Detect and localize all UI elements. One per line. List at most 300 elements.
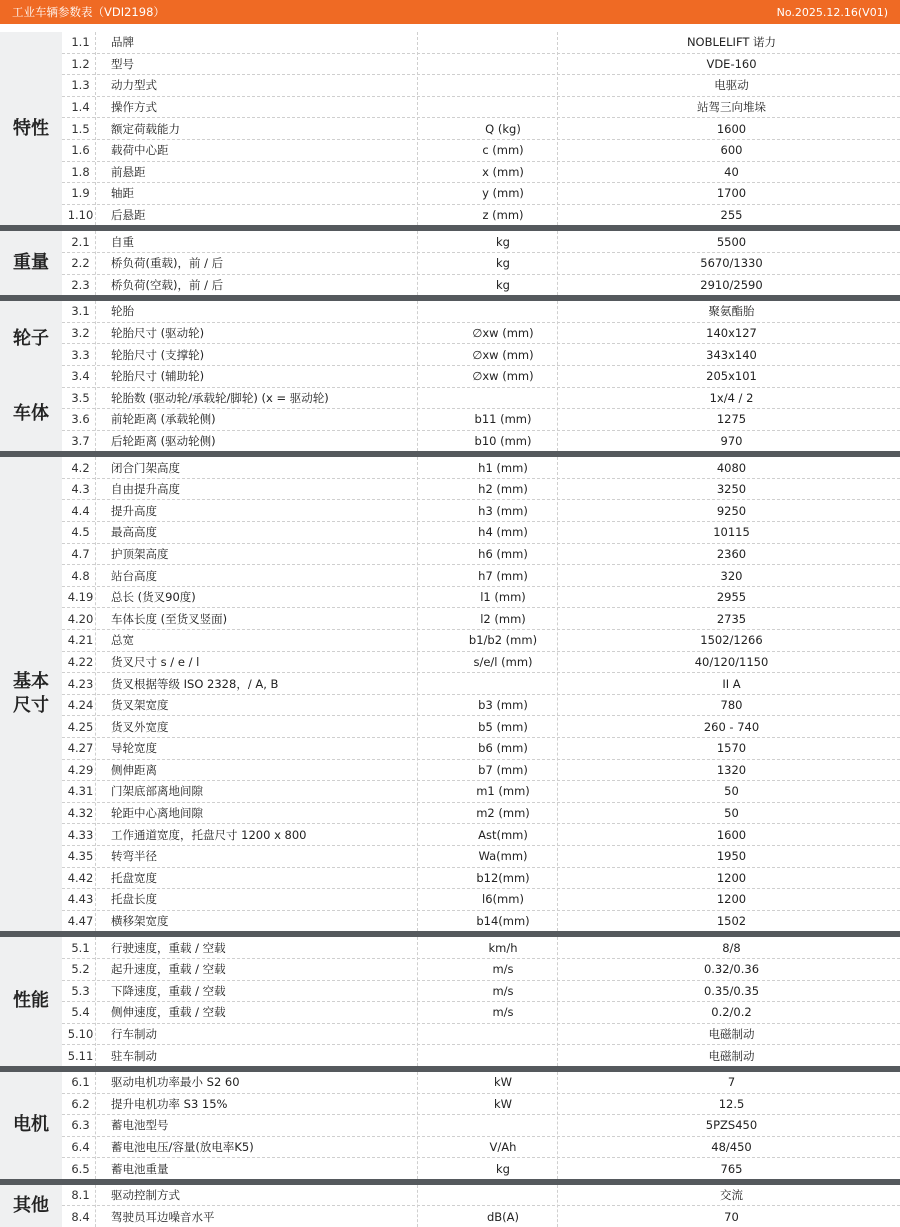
column-divider [417,301,418,451]
row-number: 6.5 [71,1161,90,1176]
row-value: 10115 [713,525,750,540]
row-value: 1502 [716,914,747,929]
table-row [62,695,900,717]
row-number: 1.3 [71,78,90,93]
table-row [62,301,900,323]
row-name: 蓄电池重量 [111,1161,169,1176]
table-row [62,1185,900,1207]
row-unit: m/s [492,1005,514,1020]
row-unit: dB(A) [486,1209,520,1224]
row-name: 桥负荷(重载)，前 / 后 [111,256,224,271]
row-value: 1700 [716,186,747,201]
row-value: 5500 [716,234,747,249]
row-unit: h6 (mm) [478,546,528,561]
row-name: 轮胎尺寸 (驱动轮) [111,326,205,341]
row-unit: V/Ah [489,1139,517,1154]
row-value: 40 [724,164,739,179]
row-value: 1950 [716,849,747,864]
row-number: 2.2 [71,256,90,271]
column-divider [557,937,558,1066]
table-row [62,205,900,226]
table-row [62,738,900,760]
table-row [62,673,900,695]
row-name: 横移架宽度 [111,914,169,929]
row-value: 7 [727,1075,736,1090]
row-unit: h4 (mm) [478,525,528,540]
row-name: 起升速度，重载 / 空载 [111,962,226,977]
row-name: 后轮距离 (驱动轮侧) [111,433,216,448]
row-name: 车体长度 (至货叉竖面) [111,611,228,626]
spec-section [0,301,900,457]
row-number: 1.5 [71,121,90,136]
row-number: 3.3 [71,347,90,362]
table-row [62,97,900,119]
document-code: No.2025.12.16(V01) [776,5,888,19]
row-value: 0.35/0.35 [703,983,760,998]
spec-table [0,32,900,1227]
row-value: 40/120/1150 [694,654,769,669]
row-name: 提升电机功率 S3 15% [111,1096,228,1111]
section-title-line: 其他 [13,1194,49,1216]
row-value: 1275 [716,412,747,427]
row-value: 1600 [716,827,747,842]
row-value: 1502/1266 [700,633,763,648]
row-name: 行驶速度，重载 / 空载 [111,940,226,955]
row-unit: ∅xw (mm) [472,347,534,362]
row-value: 电磁制动 [708,1027,755,1042]
row-value: 4080 [716,460,747,475]
row-number: 2.1 [71,234,90,249]
table-row [62,253,900,275]
row-unit: kg [496,1161,510,1176]
row-unit: y (mm) [482,186,524,201]
row-unit: b3 (mm) [478,698,528,713]
row-number: 4.31 [67,784,94,799]
column-divider [557,231,558,295]
row-name: 行车制动 [111,1027,157,1042]
column-divider [557,1185,558,1227]
table-row [62,1206,900,1227]
table-row [62,889,900,911]
row-value: 255 [720,208,743,223]
row-number: 1.9 [71,186,90,201]
row-name: 轮胎尺寸 (支撑轮) [111,347,205,362]
row-value: 1x/4 / 2 [709,390,754,405]
sheet-title: 工业车辆参数表（VDI2198） [12,5,165,19]
row-unit: c (mm) [482,143,524,158]
row-number: 5.2 [71,962,90,977]
table-row [62,479,900,501]
row-name: 驾驶员耳边噪音水平 [111,1209,215,1224]
row-unit: kW [493,1075,513,1090]
row-value: 50 [724,784,739,799]
table-row [62,652,900,674]
row-value: 交流 [720,1188,743,1203]
table-row [62,1002,900,1024]
table-row [62,54,900,76]
column-divider [95,1185,96,1227]
row-unit: z (mm) [482,208,524,223]
row-name: 桥负荷(空载)，前 / 后 [111,277,224,292]
row-number: 5.1 [71,940,90,955]
table-row [62,846,900,868]
column-divider [95,937,96,1066]
row-number: 1.6 [71,143,90,158]
row-number: 3.4 [71,369,90,384]
row-unit: m2 (mm) [476,806,530,821]
row-number: 1.2 [71,56,90,71]
row-value: 1320 [716,762,747,777]
row-name: 额定荷载能力 [111,121,180,136]
row-value: 12.5 [718,1096,745,1111]
table-row [62,544,900,566]
row-value: II A [722,676,741,691]
row-unit: h7 (mm) [478,568,528,583]
table-row [62,630,900,652]
row-value: 260 - 740 [703,719,760,734]
row-unit: h1 (mm) [478,460,528,475]
column-divider [557,301,558,451]
row-number: 5.11 [67,1048,94,1063]
row-unit: b12(mm) [476,870,530,885]
row-name: 总长 (货叉90度) [111,590,196,605]
row-unit: l1 (mm) [480,590,526,605]
row-unit: m1 (mm) [476,784,530,799]
section-title [0,457,62,931]
row-unit: kg [496,277,510,292]
row-number: 4.27 [67,741,94,756]
section-title [0,231,62,295]
row-unit: b5 (mm) [478,719,528,734]
row-name: 导轮宽度 [111,741,157,756]
row-name: 品牌 [111,35,134,50]
section-title-line: 车体 [13,402,49,424]
row-number: 6.3 [71,1118,90,1133]
row-name: 动力型式 [111,78,157,93]
row-name: 货叉尺寸 s / e / l [111,654,200,669]
column-divider [557,457,558,931]
table-row [62,388,900,410]
row-number: 4.23 [67,676,94,691]
row-name: 轴距 [111,186,134,201]
row-name: 轮距中心离地间隙 [111,806,203,821]
row-value: 8/8 [722,940,741,955]
table-row [62,1115,900,1137]
column-divider [557,32,558,225]
row-number: 3.7 [71,433,90,448]
table-row [62,75,900,97]
table-row [62,522,900,544]
row-name: 货叉根据等级 ISO 2328，/ A, B [111,676,279,691]
row-number: 4.42 [67,870,94,885]
row-unit: b7 (mm) [478,762,528,777]
header-bar [0,0,900,24]
row-value: 765 [720,1161,743,1176]
table-row [62,565,900,587]
table-row [62,1094,900,1116]
table-row [62,824,900,846]
row-name: 蓄电池型号 [111,1118,169,1133]
spec-section [0,1185,900,1227]
row-name: 侧伸速度，重载 / 空载 [111,1005,226,1020]
spec-section [0,1072,900,1185]
row-value: 2360 [716,546,747,561]
row-number: 3.5 [71,390,90,405]
table-row [62,500,900,522]
column-divider [95,231,96,295]
table-row [62,803,900,825]
row-number: 4.29 [67,762,94,777]
row-number: 4.5 [71,525,90,540]
row-number: 1.4 [71,100,90,115]
row-value: 电驱动 [714,78,749,93]
row-unit: h2 (mm) [478,482,528,497]
column-divider [95,457,96,931]
section-title [0,1185,62,1227]
row-name: 闭合门架高度 [111,460,180,475]
table-row [62,587,900,609]
row-number: 4.32 [67,806,94,821]
section-title-line: 电机 [13,1114,49,1136]
table-row [62,937,900,959]
row-name: 自重 [111,234,134,249]
row-value: 0.32/0.36 [703,962,760,977]
row-value: VDE-160 [706,56,757,71]
row-name: 货叉架宽度 [111,698,169,713]
row-unit: ∅xw (mm) [472,369,534,384]
table-row [62,162,900,184]
row-name: 自由提升高度 [111,482,180,497]
section-title-line: 轮子 [13,327,49,349]
row-unit: ∅xw (mm) [472,326,534,341]
row-number: 2.3 [71,277,90,292]
row-unit: Wa(mm) [478,849,528,864]
row-value: 970 [720,433,743,448]
row-number: 4.8 [71,568,90,583]
table-row [62,183,900,205]
row-unit: l2 (mm) [480,611,526,626]
column-divider [95,301,96,451]
row-number: 4.43 [67,892,94,907]
row-number: 4.3 [71,482,90,497]
row-name: 侧伸距离 [111,762,157,777]
table-row [62,981,900,1003]
spec-section [0,32,900,231]
row-name: 轮胎尺寸 (辅助轮) [111,369,205,384]
row-name: 工作通道宽度，托盘尺寸 1200 x 800 [111,827,307,842]
row-unit: b6 (mm) [478,741,528,756]
row-number: 4.24 [67,698,94,713]
row-number: 4.33 [67,827,94,842]
row-name: 转弯半径 [111,849,157,864]
row-name: 托盘宽度 [111,870,157,885]
row-unit: h3 (mm) [478,503,528,518]
section-title [0,937,62,1066]
row-unit: m/s [492,983,514,998]
section-title-line: 特性 [13,117,49,139]
section-title [0,1072,62,1179]
row-value: 1600 [716,121,747,136]
row-name: 轮胎 [111,304,134,319]
row-value: 48/450 [711,1139,752,1154]
row-name: 托盘长度 [111,892,157,907]
spec-section [0,231,900,301]
row-unit: b11 (mm) [474,412,532,427]
table-row [62,1158,900,1179]
table-row [62,911,900,932]
row-number: 8.4 [71,1209,90,1224]
row-number: 6.1 [71,1075,90,1090]
row-name: 驱动控制方式 [111,1188,180,1203]
table-row [62,716,900,738]
row-number: 5.10 [67,1027,94,1042]
column-divider [417,1185,418,1227]
row-number: 1.10 [67,208,94,223]
row-value: 2955 [716,590,747,605]
row-number: 1.8 [71,164,90,179]
row-value: 1200 [716,870,747,885]
row-number: 4.47 [67,914,94,929]
table-row [62,1137,900,1159]
row-number: 5.4 [71,1005,90,1020]
section-title [0,301,62,451]
table-row [62,366,900,388]
row-value: 2910/2590 [700,277,763,292]
table-row [62,781,900,803]
row-number: 4.22 [67,654,94,669]
table-row [62,323,900,345]
row-number: 5.3 [71,983,90,998]
table-row [62,760,900,782]
row-unit: kW [493,1096,513,1111]
column-divider [417,1072,418,1179]
row-number: 6.2 [71,1096,90,1111]
row-name: 驻车制动 [111,1048,157,1063]
row-unit: s/e/l (mm) [473,654,533,669]
table-row [62,1072,900,1094]
row-name: 轮胎数 (驱动轮/承载轮/脚轮) (x = 驱动轮) [111,390,329,405]
section-title-line: 性能 [13,990,49,1012]
row-name: 最高高度 [111,525,157,540]
row-unit: Q (kg) [485,121,521,136]
row-value: 780 [720,698,743,713]
table-row [62,1045,900,1066]
table-row [62,608,900,630]
table-row [62,457,900,479]
row-name: 护顶架高度 [111,546,169,561]
row-name: 驱动电机功率最小 S2 60 [111,1075,240,1090]
section-title-line: 重量 [13,252,49,274]
table-row [62,140,900,162]
row-unit: l6(mm) [482,892,524,907]
row-name: 货叉外宽度 [111,719,169,734]
row-number: 6.4 [71,1139,90,1154]
spec-section [0,457,900,937]
row-value: 205x101 [706,369,757,384]
column-divider [557,1072,558,1179]
table-row [62,868,900,890]
row-name: 提升高度 [111,503,157,518]
row-number: 1.1 [71,35,90,50]
row-name: 操作方式 [111,100,157,115]
table-row [62,431,900,452]
row-unit: kg [496,234,510,249]
table-row [62,344,900,366]
row-value: 3250 [716,482,747,497]
row-unit: km/h [488,940,518,955]
row-name: 门架底部离地间隙 [111,784,203,799]
row-number: 4.21 [67,633,94,648]
row-name: 总宽 [111,633,134,648]
row-value: NOBLELIFT 诺力 [686,35,777,50]
row-value: 0.2/0.2 [711,1005,752,1020]
row-unit: b14(mm) [476,914,530,929]
column-divider [95,32,96,225]
row-value: 600 [720,143,743,158]
row-name: 前轮距离 (承载轮侧) [111,412,216,427]
column-divider [417,231,418,295]
table-row [62,959,900,981]
section-title-line: 基本 [13,671,49,693]
row-value: 70 [724,1209,739,1224]
row-value: 5PZS450 [705,1118,758,1133]
row-value: 电磁制动 [708,1048,755,1063]
table-row [62,1024,900,1046]
row-unit: m/s [492,962,514,977]
table-row [62,231,900,253]
row-value: 聚氨酯胎 [708,304,755,319]
row-value: 1200 [716,892,747,907]
row-name: 后悬距 [111,208,146,223]
row-value: 1570 [716,741,747,756]
spec-section [0,937,900,1072]
row-unit: b10 (mm) [474,433,532,448]
row-number: 4.4 [71,503,90,518]
row-value: 5670/1330 [700,256,763,271]
row-number: 3.2 [71,326,90,341]
row-name: 前悬距 [111,164,146,179]
column-divider [95,1072,96,1179]
row-name: 蓄电池电压/容量(放电率K5) [111,1139,254,1154]
row-number: 4.2 [71,460,90,475]
table-row [62,409,900,431]
row-name: 载荷中心距 [111,143,169,158]
row-name: 型号 [111,56,134,71]
row-name: 下降速度，重载 / 空载 [111,983,226,998]
row-name: 站台高度 [111,568,157,583]
row-unit: kg [496,256,510,271]
table-row [62,118,900,140]
row-unit: x (mm) [482,164,524,179]
row-number: 4.25 [67,719,94,734]
row-number: 3.6 [71,412,90,427]
row-value: 50 [724,806,739,821]
row-unit: Ast(mm) [478,827,528,842]
row-value: 140x127 [706,326,757,341]
row-number: 4.20 [67,611,94,626]
section-title [0,32,62,225]
row-value: 343x140 [706,347,757,362]
row-value: 320 [720,568,743,583]
section-title-line: 尺寸 [13,695,49,717]
row-unit: b1/b2 (mm) [468,633,538,648]
row-number: 4.19 [67,590,94,605]
row-number: 3.1 [71,304,90,319]
column-divider [417,32,418,225]
row-number: 8.1 [71,1188,90,1203]
row-value: 站驾三向堆垛 [697,100,766,115]
row-number: 4.7 [71,546,90,561]
